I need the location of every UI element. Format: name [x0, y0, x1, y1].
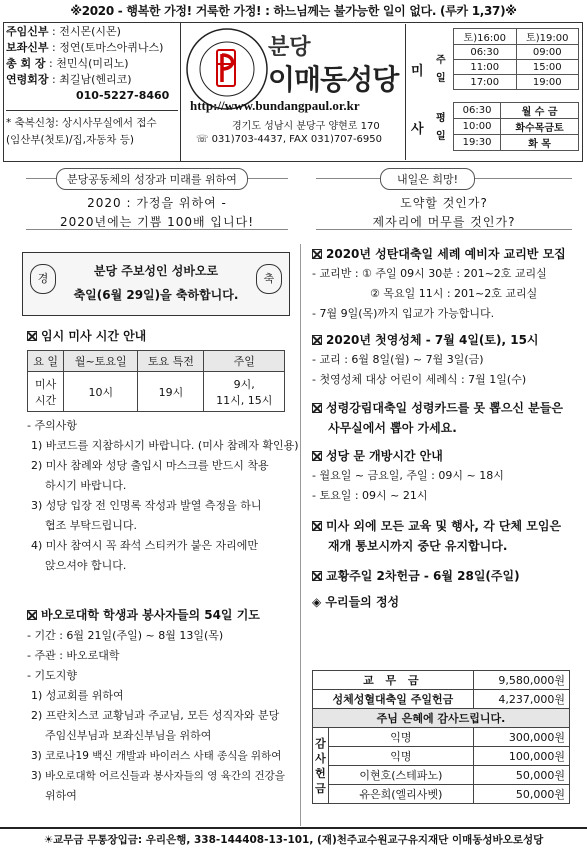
slogan-right-title: 내일은 희망!: [380, 168, 475, 190]
check-box-icon: [27, 331, 37, 341]
notice-heading: 교황주일 2차헌금 - 6월 28일(주일): [312, 566, 584, 586]
weekday-times: 06:30 월 수 금 10:00 화수목금토 19:30 화 목: [453, 102, 579, 151]
phone-fax: ☏ 031)703-4437, FAX 031)707-6950: [196, 134, 383, 145]
slogan-text: 도약할 것인가?: [400, 196, 488, 210]
blessing-note: * 축복신청: 상시사무실에서 접수: [6, 117, 157, 129]
staff-row: 총 회 장 : 천민식(미리노): [6, 57, 129, 70]
homepage-link[interactable]: http://www.bundangpaul.or.kr: [190, 98, 360, 113]
check-box-icon: [312, 451, 322, 461]
check-box-icon: [312, 403, 322, 413]
offering-heading: ◈ 우리들의 정성: [312, 595, 400, 609]
staff-row: 연령회장 : 최길남(헨리코): [6, 73, 132, 86]
mass-schedule-box: [408, 26, 580, 158]
schedule-label: 사: [411, 122, 424, 137]
prayer-heading: 바오로대학 학생과 봉사자들의 54일 기도: [27, 605, 260, 625]
seal-icon: 경: [30, 264, 56, 294]
feast-text: 분당 주보성인 성바오로: [93, 264, 219, 278]
weekday-label: 평일: [436, 113, 446, 142]
check-box-icon: [27, 610, 37, 620]
feast-text: 축일(6월 29일)을 축하합니다.: [73, 288, 239, 302]
slogan-text: 2020 : 가정을 위하여 -: [87, 196, 227, 210]
notice-heading: 미사 외에 모든 교육 및 행사, 각 단체 모임은: [312, 516, 584, 536]
staff-row: 보좌신부 : 정연(토마스아퀴나스): [6, 41, 164, 54]
sunday-times: 토)16:00 토)19:00 06:30 09:00 11:00 15:00 17:00 19:00: [453, 28, 579, 90]
staff-block: [6, 24, 178, 160]
slogan-left-title: 분당공동체의 성장과 미래를 위하여: [56, 168, 248, 190]
sunday-label: 주일: [436, 55, 446, 84]
mass-time-table: 요 일 월~토요일 토요 특전 주일 미사 시간 10시 19시 9시, 11시, 15시: [27, 350, 285, 412]
notice-heading: 성당 문 개방시간 안내: [312, 446, 584, 466]
cautions: - 주의사항 1) 바코드를 지참하시기 바랍니다. (미사 참례자 확인용) 2) 미사 참례와 성당 출입시 마스크를 반드시 착용 하시기 바랍니다. 3) 성당 입장 전 인명록 작성과 발열 측정을 하니 협조 부탁드립니다. 4) 미사 참여시 꼭 좌석 스티커가 붙은 자리에만 앉으셔야 합니다.: [27, 419, 299, 572]
footer-bank-info: ☀교무금 무통장입금: 우리은행, 338-144408-13-101, (재)천주교수원교구유지재단 이매동성바오로성당: [43, 834, 544, 846]
address: 경기도 성남시 분당구 양현로 170: [232, 121, 380, 132]
blessing-note-detail: (임산부(첫토)/집,자동차 등): [6, 134, 135, 146]
check-box-icon: [312, 571, 322, 581]
seal-icon: 축: [256, 264, 282, 294]
prayer-details: - 기간 : 6월 21일(주일) ~ 8월 13일(목) - 주관 : 바오로대학 - 기도지향 1) 성교회를 위하여 2) 프란치스코 교황님과 주교님, 모든 성직자와 분당 주임신부님과 보좌신부님을 위하여 3) 코로나19 백신 개발과 바이러스 사태 종식을 위하여 3) 바오로대학 어르신들과 봉사자들의 영 육간의 건강을 위하여: [27, 629, 285, 802]
staff-row: 주임신부 : 전시몬(시몬): [6, 25, 121, 38]
slogan-text: 2020년에는 기쁨 100배 입니다!: [59, 215, 255, 229]
banner: ※2020 - 행복한 가정! 거룩한 가정! : 하느님께는 불가능한 일이 없다. (루카 1,37)※: [70, 4, 517, 18]
check-box-icon: [312, 249, 322, 259]
staff-phone: 010-5227-8460: [76, 89, 170, 102]
mass-time-heading: 임시 미사 시간 안내: [27, 326, 146, 346]
slogan-text: 제자리에 머무를 것인가?: [372, 215, 516, 229]
notice-heading: 2020년 성탄대축일 세례 예비자 교리반 모집: [312, 244, 584, 264]
check-box-icon: [312, 335, 322, 345]
logo-title-2: 이매동성당: [268, 63, 399, 96]
notices: 2020년 성탄대축일 세례 예비자 교리반 모집 - 교리반 : ① 주일 09시 30분 : 201~2호 교리실 ② 목요일 11시 : 201~2호 교리실 - 7월 9일(목)까지 입교가 가능합니다. 2020년 첫영성체 - 7월 4일(토), 15시 - 교리 : 6월 8일(월) ~ 7월 3일(금) - 첫영성체 대상 어린이 세례식 : 7월 1일(수) 성령강림대축일 성령카드를 못 뽑으신 분들은 사무실에서 뽑아 가세요. 성당 문 개방시간 안내 - 월요일 ~ 금요일, 주일 : 09시 ~ 18시 - 토요일 : 09시 ~ 21시 미사 외에 모든 교육 및 행사, 각 단체 모임은 재개 통보시까지 중단 유지합니다. 교황주일 2차헌금 - 6월 28일(주일) ◈ 우리들의 정성: [312, 244, 584, 612]
offering-table: 교 무 금 9,580,000원 성체성혈대축일 주일헌금 4,237,000원 주님 은혜에 감사드립니다. 감 사 헌 금 익명 300,000원 익명 100,000원 이현호(스테파노) 50,000원 유은희(엘리사벳) 50,000원: [312, 670, 570, 804]
notice-heading: 성령강림대축일 성령카드를 못 뽑으신 분들은: [312, 398, 584, 418]
schedule-label: 미: [411, 64, 424, 79]
check-box-icon: [312, 521, 322, 531]
notice-heading: 2020년 첫영성체 - 7월 4일(토), 15시: [312, 330, 584, 350]
logo-title-1: 분당: [268, 35, 311, 60]
